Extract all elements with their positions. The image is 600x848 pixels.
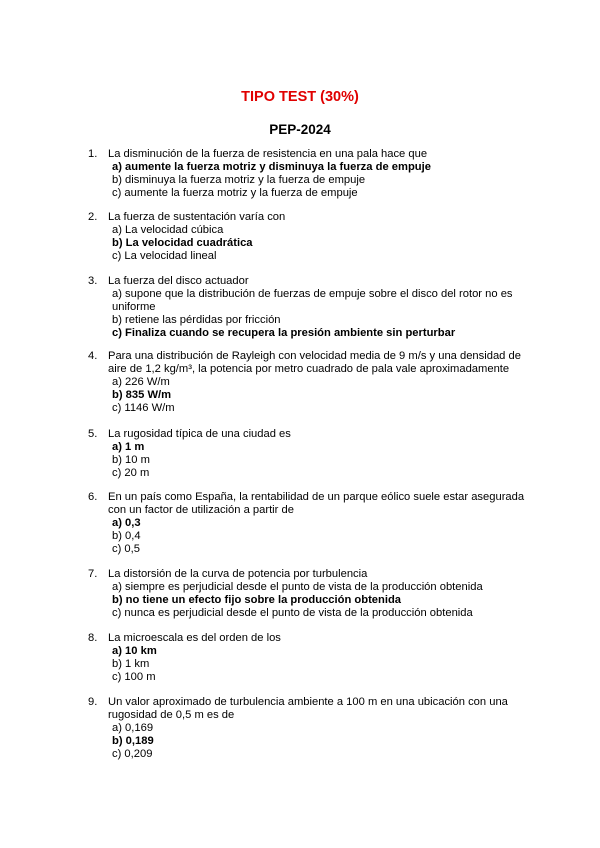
question-stem: En un país como España, la rentabilidad de un parque eólico suele estar asegurada con un factor de utilización a partir de <box>108 491 525 516</box>
page-title: TIPO TEST (30%) <box>241 89 359 105</box>
option-c: c) La velocidad lineal <box>112 250 217 262</box>
question-stem: Un valor aproximado de turbulencia ambiente a 100 m en una ubicación con una rugosidad de 0,5 m es de <box>108 696 508 721</box>
question-1 <box>88 148 528 200</box>
option-b-correct: b) no tiene un efecto fijo sobre la producción obtenida <box>112 594 402 606</box>
option-list <box>112 645 528 684</box>
question-number: 7. <box>88 568 98 580</box>
question-stem: La disminución de la fuerza de resistencia en una pala hace que <box>108 148 428 160</box>
question-number: 5. <box>88 428 98 440</box>
option-c: c) 0,209 <box>112 748 153 760</box>
question-9 <box>88 696 528 761</box>
option-list <box>112 224 528 263</box>
option-a-correct: a) aumente la fuerza motriz y disminuya la fuerza de empuje <box>112 161 431 173</box>
question-8 <box>88 632 528 684</box>
option-b-correct: b) La velocidad cuadrática <box>112 237 253 249</box>
exam-code: PEP-2024 <box>269 122 331 137</box>
question-5 <box>88 428 528 480</box>
question-2 <box>88 211 528 263</box>
option-c: c) 0,5 <box>112 543 140 555</box>
option-list <box>112 722 528 761</box>
question-4 <box>88 350 528 415</box>
option-list <box>112 441 528 480</box>
option-list <box>112 161 528 200</box>
question-stem: La fuerza del disco actuador <box>108 275 249 287</box>
option-a: a) 226 W/m <box>112 376 170 388</box>
option-b-correct: b) 0,189 <box>112 735 154 747</box>
option-b-correct: b) 835 W/m <box>112 389 172 401</box>
option-b: b) 1 km <box>112 658 150 670</box>
question-stem: La rugosidad típica de una ciudad es <box>108 428 291 440</box>
option-b: b) disminuya la fuerza motriz y la fuerza de empuje <box>112 174 366 186</box>
option-a: a) supone que la distribución de fuerzas de empuje sobre el disco del rotor no es uniforme <box>112 288 513 313</box>
question-number: 1. <box>88 148 98 160</box>
question-stem: La fuerza de sustentación varía con <box>108 211 286 223</box>
option-c: c) 20 m <box>112 467 150 479</box>
option-c: c) 100 m <box>112 671 156 683</box>
option-a-correct: a) 0,3 <box>112 517 141 529</box>
question-number: 9. <box>88 696 98 708</box>
option-a-correct: a) 1 m <box>112 441 145 453</box>
option-b: b) 10 m <box>112 454 150 466</box>
question-stem: Para una distribución de Rayleigh con velocidad media de 9 m/s y una densidad de aire de 1,2 kg/m³, la potencia por metro cuadrado de pala vale aproximadamente <box>108 350 521 375</box>
option-list <box>112 517 528 556</box>
question-3 <box>88 275 528 340</box>
question-number: 3. <box>88 275 98 287</box>
option-list <box>112 581 528 620</box>
question-stem: La distorsión de la curva de potencia por turbulencia <box>108 568 368 580</box>
option-c: c) 1146 W/m <box>112 402 175 414</box>
option-a-correct: a) 10 km <box>112 645 157 657</box>
question-number: 2. <box>88 211 98 223</box>
option-list <box>112 376 528 415</box>
option-b: b) 0,4 <box>112 530 141 542</box>
question-stem: La microescala es del orden de los <box>108 632 281 644</box>
option-list <box>112 288 528 340</box>
question-7 <box>88 568 528 620</box>
option-a: a) siempre es perjudicial desde el punto de vista de la producción obtenida <box>112 581 483 593</box>
option-c-correct: c) Finaliza cuando se recupera la presión ambiente sin perturbar <box>112 327 456 339</box>
option-b: b) retiene las pérdidas por fricción <box>112 314 281 326</box>
question-6 <box>88 491 528 556</box>
option-a: a) La velocidad cúbica <box>112 224 224 236</box>
option-c: c) aumente la fuerza motriz y la fuerza de empuje <box>112 187 358 199</box>
option-c: c) nunca es perjudicial desde el punto de vista de la producción obtenida <box>112 607 473 619</box>
option-a: a) 0,169 <box>112 722 154 734</box>
question-number: 6. <box>88 491 98 503</box>
question-number: 4. <box>88 350 98 362</box>
question-number: 8. <box>88 632 98 644</box>
